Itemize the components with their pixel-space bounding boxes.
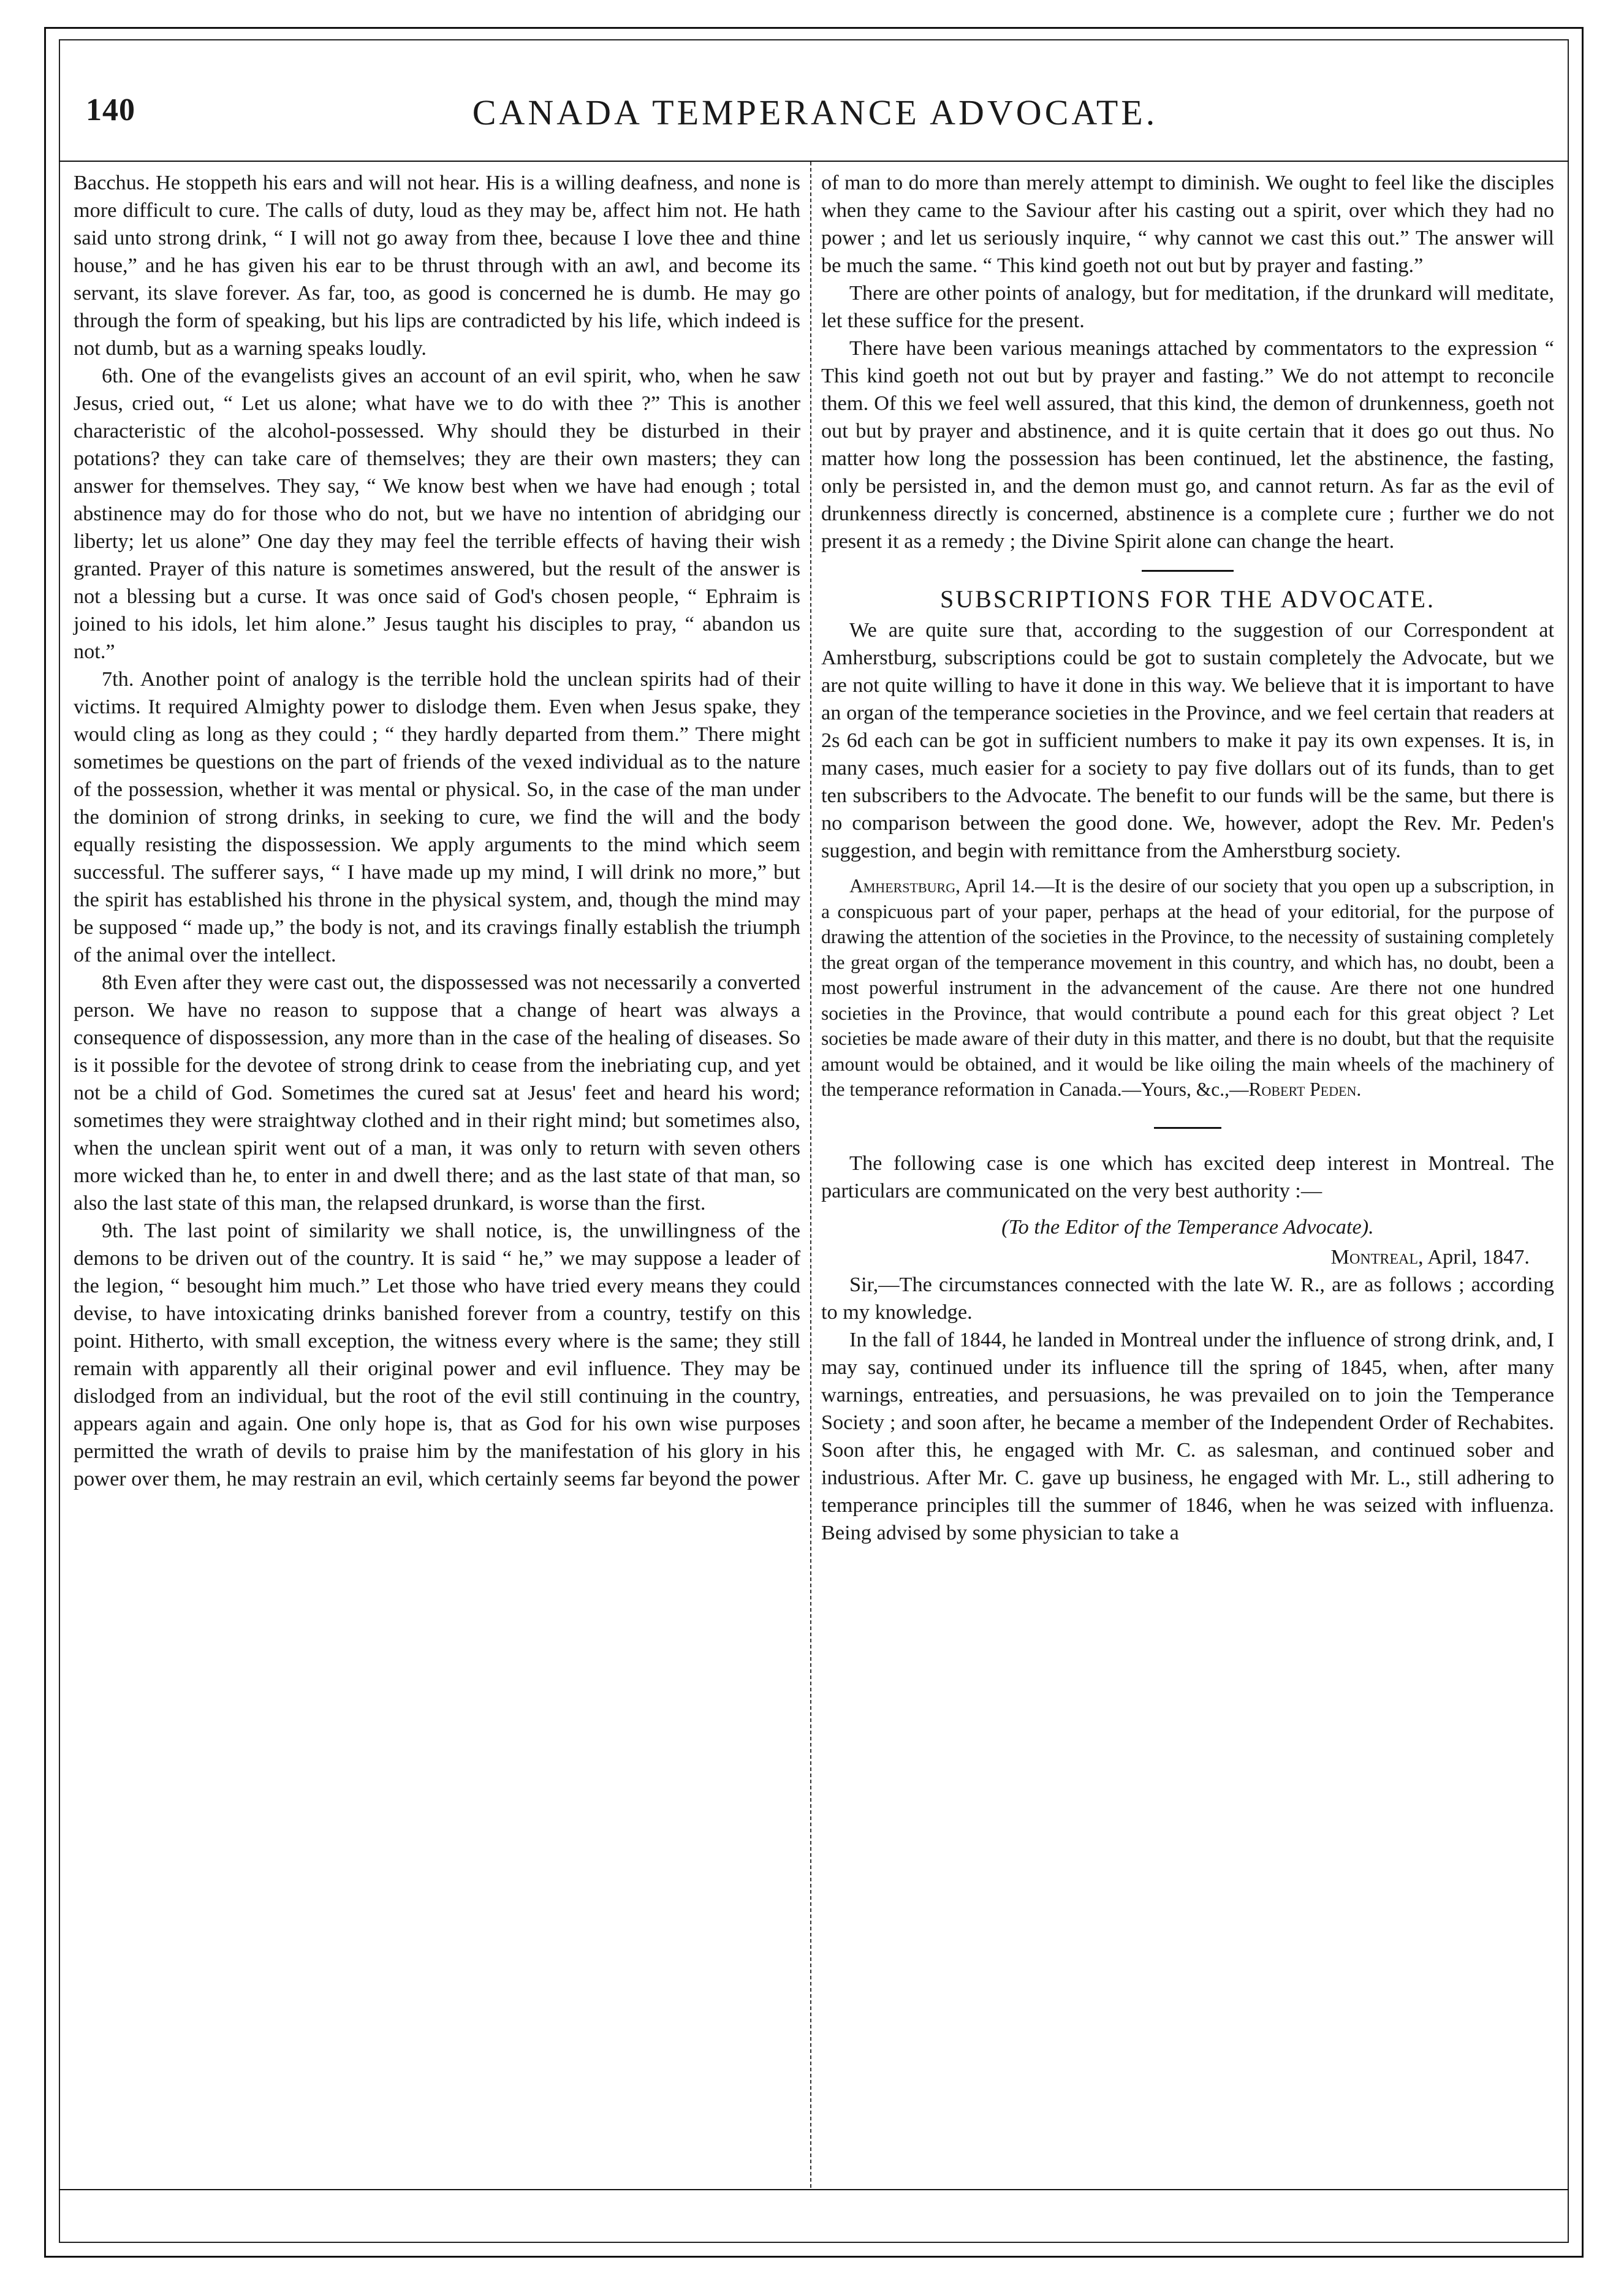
paragraph: 6th. One of the evangelists gives an account of an evil spirit, who, when he saw Jesus, cried out, “ Let us alone; what have we to do with thee ?” This is another characteristic of the alcohol-possessed. Why should they be disturbed in their potations? they can take care of themselves; they are their own masters; they can answer for themselves. They say, “ We know best when we have had enough ; total abstinence may do for those who do not, but we have no intention of abridging our liberty; let us alone” One day they may feel the terrible effects of having their wish granted. Prayer of this nature is sometimes answered, but the result of the answer is not a blessing but a curse. It was once said of God's chosen people, “ Ephraim is joined to his idols, let him alone.” Jesus taught his disciples to pray, “ abandon us not.” [74,364,800,663]
letter-heading: (To the Editor of the Temperance Advocate). [1001,1215,1374,1239]
header-rule [59,161,1569,162]
paragraph: 7th. Another point of analogy is the terrible hold the unclean spirits had of their victims. It required Almighty power to dislodge them. Even when Jesus spake, they would cling as long as they could ; “ they hardly departed from them.” There might sometimes be questions on the part of friends of the vexed individual as to the nature of the possession, whether it was mental or physical. So, in the case of the man under the dominion of strong drinks, in seeking to cure, we find the will and the body equally resisting the dispossession. We apply arguments to the mind which seem successful. The sufferer says, “ I have made up my mind, I will drink no more,” but the spirit has established his throne in the physical system, and, though the mind may be supposed “ made up,” the body is not, and its cravings finally establish the triumph of the animal over the intellect. [74,667,800,966]
letter-place: Amherstburg, [849,875,960,897]
letter-body: April 14.—It is the desire of our society that you open up a subscription, in a conspicuous part of your paper, perhaps at the head of your editorial, for the purpose of drawing the attention of the societies in the Province, to the necessity of sustaining completely the great organ of the temperance movement in this country, and which has, no doubt, been a most powerful instrument in the advancement of the cause. Are there not one hundred societies in the Province, that would contribute a pound each for this great object ? Let societies be made aware of their duty in this matter, and there is no doubt, but that the requisite amount would be obtained, and it would be like oiling the main wheels of the machinery of the temperance reformation in Canada.—Yours, &c.,— [821,875,1554,1100]
paragraph: of man to do more than merely attempt to diminish. We ought to feel like the disciples when they came to the Saviour after his casting out a spirit, over which they had no power ; and let us seriously inquire, “ why cannot we cast this out.” The answer will be much the same. “ This kind goeth not out but by prayer and fasting.” [821,171,1554,277]
column-divider [810,162,811,2188]
paragraph: There are other points of analogy, but for meditation, if the drunkard will meditate, let these suffice for the present. [821,281,1554,332]
paragraph: The following case is one which has excited deep interest in Montreal. The particulars are communicated on the very best authority :— [821,1151,1554,1202]
page-number: 140 [86,93,135,127]
paragraph: There have been various meanings attached by commentators to the expression “ This kind goeth not out but by prayer and fasting.” We do not attempt to reconcile them. Of this we feel well assured, that this kind, the demon of drunkenness, goeth not out but by prayer and abstinence, and it is quite certain that it does go out thus. No matter how long the possession has been continued, let the abstinence, the fasting, only be persisted in, and the demon must go, and cannot return. As far as the evil of drunkenness directly is concerned, abstinence is a complete cure ; further we do not present it as a remedy ; the Divine Spirit alone can change the heart. [821,336,1554,553]
letter-signature: Robert Peden. [1248,1079,1362,1100]
paragraph: Sir,—The circumstances connected with the late W. R., are as follows ; according to my knowledge. [821,1272,1554,1324]
right-column [821,169,1554,1547]
letter-date-place: Montreal, [1330,1245,1424,1269]
bottom-rule [59,2189,1569,2190]
paragraph: We are quite sure that, according to the suggestion of our Correspondent at Amherstburg, subscriptions could be got to sustain completely the Advocate, but we are not quite willing to have it done in this way. We believe that it is important to have an organ of the temperance societies in the Province, and we feel certain that readers at 2s 6d each can be got in sufficient numbers to make it pay its own expenses. It is, in many cases, much easier for a society to pay five dollars out of its funds, than to get ten subscribers to the Advocate. The benefit to our funds will be the same, but there is no comparison between the good done. We, however, adopt the Rev. Mr. Peden's suggestion, and begin with remittance from the Amherstburg society. [821,618,1554,862]
letter-date [821,1243,1530,1271]
running-title: CANADA TEMPERANCE ADVOCATE. [472,93,1158,132]
paragraph: Bacchus. He stoppeth his ears and will not hear. His is a willing deafness, and none is more difficult to cure. The calls of duty, loud as they may be, affect him not. He hath said unto strong drink, “ I will not go away from thee, because I love thee and thine house,” and he has given his ear to be thrust through with an awl, and become its servant, its slave forever. As far, too, as good is concerned he is dumb. He may go through the form of speaking, but his lips are contradicted by his life, which indeed is not dumb, but as a warning speaks loudly. [74,171,800,360]
section-heading: SUBSCRIPTIONS FOR THE ADVOCATE. [940,585,1435,613]
paragraph: 8th Even after they were cast out, the dispossessed was not necessarily a converted person. We have no reason to suppose that a change of heart was always a consequence of dispossession, any more than in the case of the healing of diseases. So is it possible for the devotee of strong drink to cease from the inebriating cup, and yet not be a child of God. Sometimes the cured sat at Jesus' feet and heard his word; sometimes they were straightway clothed and in their right mind; but sometimes also, when the unclean spirit went out of a man, it was only to return with seven others more wicked than he, to enter in and dwell there; and as the last state of that man, so also the last state of this man, the relapsed drunkard, is worse than the first. [74,971,800,1215]
section-rule [1142,570,1234,572]
letter-paragraph [821,873,1554,1102]
paragraph: 9th. The last point of similarity we shall notice, is, the unwillingness of the demons to be driven out of the country. It is said “ he,” we may suppose a leader of the legion, “ besought him much.” Let those who have tried every means they could devise, to have intoxicating drinks banished forever from a country, testify on this point. Hitherto, with small exception, the witness every where is the same; they still remain with apparently all their original power and evil influence. They may be dislodged from an individual, but the root of the evil still continuing in the country, appears again and again. One only hope is, that as God for his own wise purposes permitted the wrath of devils to praise him by the manifestation of his glory in his power over them, he may restrain an evil, which certainly seems far beyond the power [74,1219,800,1490]
left-column [74,169,800,1493]
section-rule [1154,1127,1221,1129]
letter-date-value: April, 1847. [1423,1245,1530,1269]
page-header [86,92,1544,147]
paragraph: In the fall of 1844, he landed in Montreal under the influence of strong drink, and, I may say, continued under its influence till the spring of 1845, when, after many warnings, entreaties, and persuasions, he was prevailed on to join the Temperance Society ; and soon after, he became a member of the Independent Order of Rechabites. Soon after this, he engaged with Mr. C. as salesman, and continued sober and industrious. After Mr. C. gave up business, he engaged with Mr. L., still adhering to temperance principles till the summer of 1846, when he was seized with influenza. Being advised by some physician to take a [821,1327,1554,1544]
